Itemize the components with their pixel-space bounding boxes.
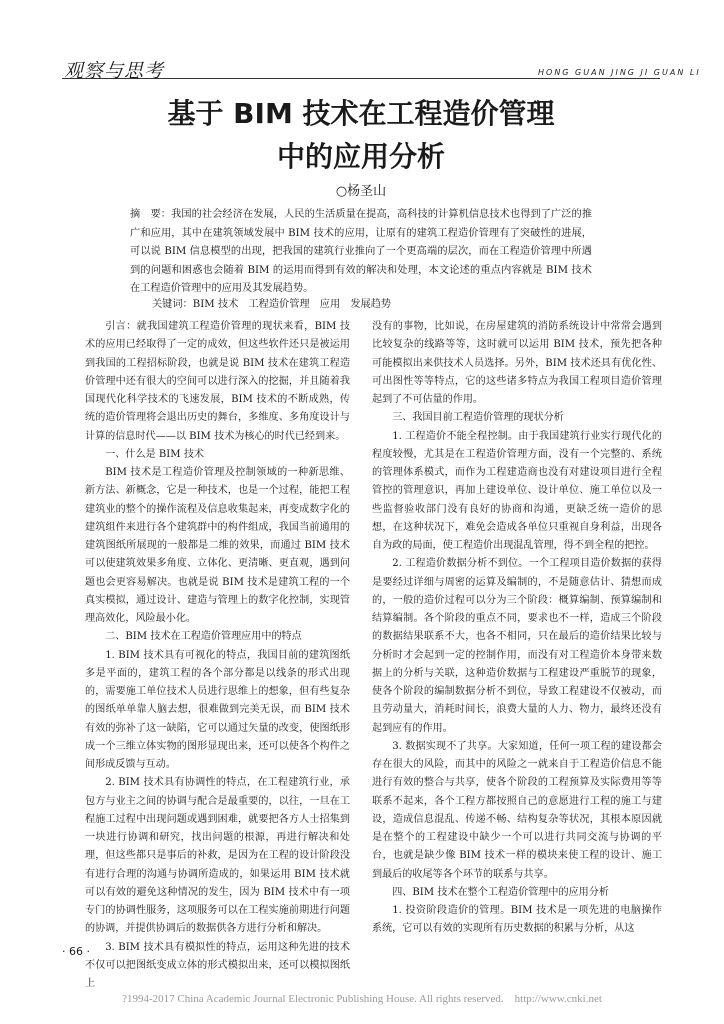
section-heading-3: 三、我国目前工程造价管理的现状分析 <box>392 412 564 424</box>
section-label: 观察与思考 <box>64 60 165 82</box>
paragraph: 3. 数据实现不了共享。大家知道，任何一项工程的建设都会存在很大的风险，而其中的风险之一就来自于工程造价信息不能进行有效的整合与共享，使各个阶段的工程预算及实际费用等等联系不起来，各个工程方都按照自己的意愿进行工程的施工与建设，造成信息混乱、传递不畅、结构复杂等状况，其根本原因就是在整个的工程建设中缺少一个可以进行共同交流与协调的平台，也就是缺少像 BIM 技术一样的模块来使工程的设计、施工到最后的收尾等各个环节的联系与共享。 <box>372 740 662 880</box>
paragraph: 1. BIM 技术具有可视化的特点，我国目前的建筑图纸多是平面的，建筑工程的各个部分都是以线条的形式出现的，需要施工单位技术人员进行思维上的想象，但有些复杂的图纸单单靠人脑去想，很难做到完美无误，而 BIM 技术有效的弥补了这一缺陷，它可以通过矢量的改变，使图纸形成一个三维立体实物的图形显现出来，还可以使各个构件之间形成反馈与互动。 <box>85 649 350 770</box>
title-line-1: 基于 BIM 技术在工程造价管理 <box>167 97 555 130</box>
section-heading-1: 一、什么是 BIM 技术 <box>105 448 205 460</box>
page-number: · 66 · <box>62 945 90 958</box>
section-heading-2: 二、BIM 技术在工程造价管理应用中的特点 <box>105 631 302 643</box>
paragraph-intro: 引言：就我国建筑工程造价管理的现状来看，BIM 技术的应用已经取得了一定的成效，但这些软件还只是被运用到我国的工程招标阶段，也就是说 BIM 技术在建筑工程造价管理中还有很大的空间可以进行深入的挖掘，并且随着我国现代化科学技术的飞速发展，BIM 技术的不断成熟，传统的造价管理将会退出历史的舞台，多维度、多角度设计与计算的信息时代——以 BIM 技术为核心的时代已经到来。 <box>85 321 350 442</box>
header-rule <box>62 78 660 79</box>
keywords-text: BIM 技术 工程造价管理 应用 发展趋势 <box>192 299 392 310</box>
paragraph: 没有的事物，比如说，在房屋建筑的消防系统设计中常常会遇到比较复杂的线路等等，这时就可以运用 BIM 技术，预先把各种可能模拟出来供技术人员选择。另外，BIM 技术还具有优化性、可出图性等等特点，它的这些诸多特点为我国工程项目造价管理起到了不可估量的作用。 <box>372 321 662 405</box>
abstract-label: 摘 要： <box>130 209 172 220</box>
paragraph: 1. 工程造价不能全程控制。由于我国建筑行业实行现代化的程度较慢，尤其是在工程造价管理方面，没有一个完整的、系统的管理体系模式，而作为工程建造商也没有对建设项目进行全程管控的管理意识，再加上建设单位、设计单位、施工单位以及一些监督验收部门没有良好的协商和沟通，更缺乏统一造价的思想，在这种状况下，难免会造成各单位只重视自身利益，出现各自为政的局面，使工程造价出现混乱管理，得不到全程的把控。 <box>372 430 662 551</box>
paragraph: 1. 投资阶段造价的管理。BIM 技术是一项先进的电脑操作系统，它可以有效的实现所有历史数据的积累与分析，从这 <box>372 905 662 935</box>
paragraph: 2. BIM 技术具有协调性的特点，在工程建筑行业，承包方与业主之间的协调与配合是最重要的，以往，一旦在工程施工过程中出现问题或遇到困难，就要把各方人士招集到一块进行协调和研究，找出问题的根源，再进行解决和处理，但这些都只是事后的补救，是因为在工程的设计阶段没有进行合理的沟通与协调所造成的，如果运用 BIM 技术就可以有效的避免这种情况的发生，因为 BIM 技术中有一项专门的协调性服务，这项服务可以在工程实施前期进行问题的协调，并提供协调后的数据供各方进行分析和解决。 <box>85 777 350 935</box>
keywords-label: 关键词： <box>152 299 193 310</box>
abstract-text: 我国的社会经济在发展，人民的生活质量在提高，高科技的计算机信息技术也得到了广泛的推广和应用，其中在建筑领域发展中 BIM 技术的应用，让原有的建筑工程造价管理有了突破性的进展，可以说 BIM 信息模型的出现，把我国的建筑行业推向了一个更高端的层次，而在工程造价管理中所遇到的问题和困惑也会随着 BIM 的运用而得到有效的解决和处理，本文论述的重点内容就是 BIM 技术在工程造价管理中的应用及其发展趋势。 <box>130 209 592 294</box>
article-title <box>62 92 660 178</box>
left-column <box>85 318 350 993</box>
journal-pinyin: HONG GUAN JING JI GUAN LI <box>538 68 701 77</box>
title-line-2: 中的应用分析 <box>276 140 445 173</box>
author-name: ○杨圣山 <box>335 184 387 199</box>
paragraph: 3. BIM 技术具有模拟性的特点，运用这种先进的技术不仅可以把图纸变成立体的形式模拟出来，还可以模拟图纸上 <box>85 941 350 989</box>
section-heading-4: 四、BIM 技术在整个工程造价管理中的应用分析 <box>392 886 609 898</box>
paragraph: BIM 技术是工程造价管理及控制领域的一种新思维、新方法、新概念，它是一种技术，也是一个过程，能把工程建筑业的整个的操作流程及信息收集起来，再变成数字化的建筑组件来进行各个建筑群中的构件组成，我国当前通用的建筑图纸所展现的一般都是二维的效果，而通过 BIM 技术可以使建筑效果多角度、立体化、更清晰、更直观，遇到问题也会更容易解决。也就是说 BIM 技术是建筑工程的一个真实模拟，通过设计、建造与管理上的数字化控制，实现管理高效化，风险最小化。 <box>85 467 350 624</box>
right-column <box>372 318 662 939</box>
paragraph: 2. 工程造价数据分析不到位。一个工程项目造价数据的获得是要经过详细与周密的运算及编制的，不是随意估计、猜想而成的，一般的造价过程可以分为三个阶段：概算编制、预算编制和结算编制。各个阶段的重点不同，要求也不一样，造成三个阶段的数据结果联系不大，也各不相同，只在最后的造价结果比较与分析时才会起到一定的控制作用，而没有对工程造价本身带来数据上的分析与关联，这种造价数据与工程建设严重脱节的现象，使各个阶段的编制数据分析不到位，导致工程建设不仅被动，而且劳动量大，消耗时间长，浪费大量的人力、物力，最终还没有起到应有的作用。 <box>372 558 662 734</box>
copyright-footer: ?1994-2017 China Academic Journal Electronic Publishing House. All rights reserved. http://www.cnki.net <box>122 993 602 1005</box>
keywords <box>152 296 391 314</box>
abstract <box>130 206 592 299</box>
